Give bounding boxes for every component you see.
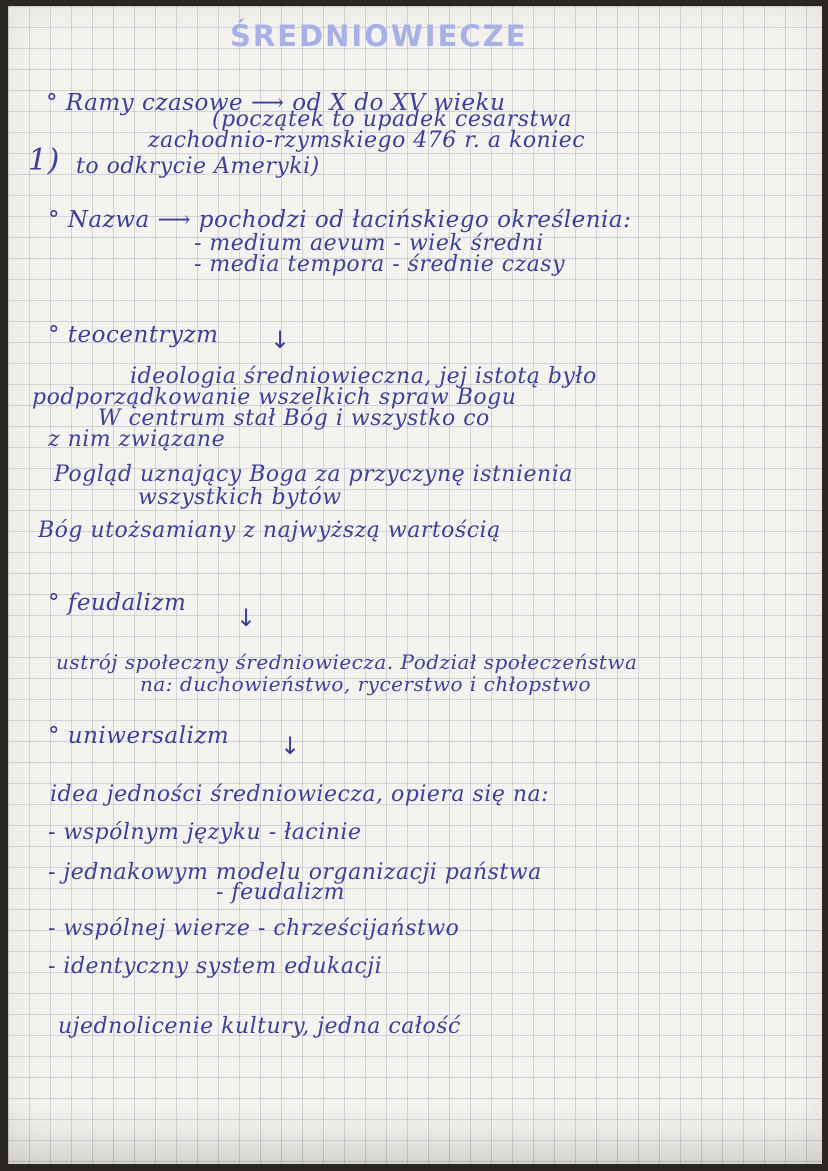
uniwersalizm-line-2: - wspólnym języku - łacinie bbox=[48, 820, 362, 845]
feudalizm-line-2: na: duchowieństwo, rycerstwo i chłopstwo bbox=[140, 672, 592, 696]
teocentryzm-line-6: wszystkich bytów bbox=[138, 485, 342, 510]
nazwa-line-1: ° Nazwa ⟶ pochodzi od łacińskiego określenia: bbox=[48, 207, 632, 233]
teocentryzm-line-5: Pogląd uznający Boga za przyczynę istnienia bbox=[54, 462, 573, 487]
teocentryzm-line-2: podporządkowanie wszelkich spraw Bogu bbox=[32, 385, 517, 410]
uniwersalizm-line-3: - jednakowym modelu organizacji państwa bbox=[48, 860, 542, 885]
arrow-down-icon: ↓ bbox=[236, 604, 257, 632]
ramy-line-4: to odkrycie Ameryki) bbox=[76, 154, 320, 179]
feudalizm-line-1: ustrój społeczny średniowiecza. Podział społeczeństwa bbox=[56, 650, 638, 674]
ramy-marker: 1) bbox=[28, 143, 60, 178]
teocentryzm-line-4: z nim związane bbox=[48, 427, 226, 452]
feudalizm-heading: ° feudalizm bbox=[48, 590, 187, 616]
teocentryzm-heading: ° teocentryzm bbox=[48, 322, 219, 348]
arrow-down-icon: ↓ bbox=[280, 732, 301, 760]
teocentryzm-line-7: Bóg utożsamiany z najwyższą wartością bbox=[38, 518, 501, 543]
uniwersalizm-heading: ° uniwersalizm bbox=[48, 723, 230, 749]
uniwersalizm-line-4: - feudalizm bbox=[216, 880, 345, 905]
nazwa-line-2: - medium aevum - wiek średni bbox=[194, 231, 544, 256]
arrow-down-icon: ↓ bbox=[270, 326, 291, 354]
page-shadow bbox=[8, 1104, 822, 1164]
page-title: ŚREDNIOWIECZE bbox=[230, 19, 528, 53]
ramy-line-2: (początek to upadek cesarstwa bbox=[212, 107, 572, 132]
ramy-line-1: ° Ramy czasowe ⟶ od X do XV wieku bbox=[46, 90, 506, 116]
uniwersalizm-line-5: - wspólnej wierze - chrześcijaństwo bbox=[48, 916, 460, 941]
uniwersalizm-line-1: idea jedności średniowiecza, opiera się na: bbox=[50, 782, 550, 807]
teocentryzm-line-3: W centrum stał Bóg i wszystko co bbox=[98, 406, 490, 431]
nazwa-line-3: - media tempora - średnie czasy bbox=[194, 252, 566, 277]
uniwersalizm-line-6: - identyczny system edukacji bbox=[48, 954, 383, 979]
uniwersalizm-line-7: ujednolicenie kultury, jedna całość bbox=[58, 1014, 461, 1039]
ramy-line-3: zachodnio-rzymskiego 476 r. a koniec bbox=[148, 128, 586, 153]
notebook-page bbox=[8, 6, 822, 1164]
teocentryzm-line-1: ideologia średniowieczna, jej istotą było bbox=[130, 364, 597, 389]
